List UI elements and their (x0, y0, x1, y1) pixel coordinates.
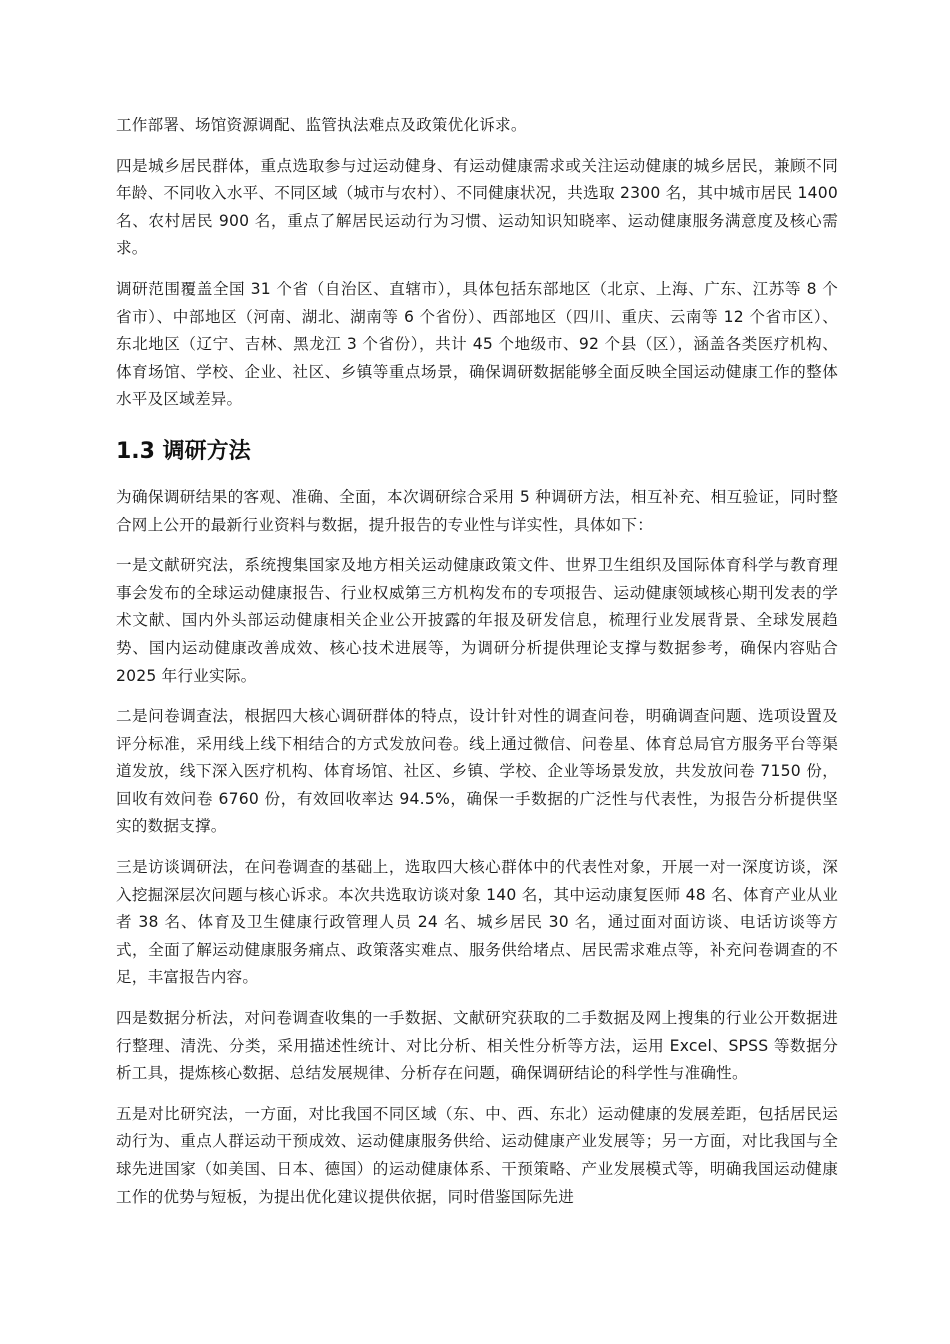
paragraph-questionnaire-method: 二是问卷调查法，根据四大核心调研群体的特点，设计针对性的调查问卷，明确调查问题、选项设置及评分标准，采用线上线下相结合的方式发放问卷。线上通过微信、问卷星、体育总局官方服务平台等渠道发放，线下深入医疗机构、体育场馆、社区、乡镇、学校、企业等场景发放，共发放问卷 7150 份，回收有效问卷 6760 份，有效回收率达 94.5%，确保一手数据的广泛性与代表性，为报告分析提供坚实的数据支撑。 (116, 707, 838, 836)
paragraph-data-analysis-method: 四是数据分析法，对问卷调查收集的一手数据、文献研究获取的二手数据及网上搜集的行业公开数据进行整理、清洗、分类，采用描述性统计、对比分析、相关性分析等方法，运用 Excel、SPSS 等数据分析工具，提炼核心数据、总结发展规律、分析存在问题，确保调研结论的科学性与准确性。 (116, 1009, 838, 1083)
document-page (116, 112, 838, 1224)
paragraph-literature-method: 一是文献研究法，系统搜集国家及地方相关运动健康政策文件、世界卫生组织及国际体育科学与教育理事会发布的全球运动健康报告、行业权威第三方机构发布的专项报告、运动健康领域核心期刊发表的学术文献、国内外头部运动健康相关企业公开披露的年报及研发信息，梳理行业发展背景、全球发展趋势、国内运动健康改善成效、核心技术进展等，为调研分析提供理论支撑与数据参考，确保内容贴合 2025 年行业实际。 (116, 556, 838, 685)
paragraph-survey-scope: 调研范围覆盖全国 31 个省（自治区、直辖市），具体包括东部地区（北京、上海、广东、江苏等 8 个省市）、中部地区（河南、湖北、湖南等 6 个省份）、西部地区（四川、重庆、云南等 12 个省市区）、东北地区（辽宁、吉林、黑龙江 3 个省份），共计 45 个地级市、92 个县（区），涵盖各类医疗机构、体育场馆、学校、企业、社区、乡镇等重点场景，确保调研数据能够全面反映全国运动健康工作的整体水平及区域差异。 (116, 279, 838, 409)
section-heading-research-methods: 1.3 调研方法 (116, 438, 251, 464)
paragraph-methods-intro: 为确保调研结果的客观、准确、全面，本次调研综合采用 5 种调研方法，相互补充、相互验证，同时整合网上公开的最新行业资料与数据，提升报告的专业性与详实性，具体如下： (116, 487, 838, 534)
paragraph-urban-rural-residents: 四是城乡居民群体，重点选取参与过运动健身、有运动健康需求或关注运动健康的城乡居民，兼顾不同年龄、不同收入水平、不同区域（城市与农村）、不同健康状况，共选取 2300 名，其中城市居民 1400 名、农村居民 900 名，重点了解居民运动行为习惯、运动知识知晓率、运动健康服务满意度及核心需求。 (116, 156, 838, 258)
paragraph-interview-method: 三是访谈调研法，在问卷调查的基础上，选取四大核心群体中的代表性对象，开展一对一深度访谈，深入挖掘深层次问题与核心诉求。本次共选取访谈对象 140 名，其中运动康复医师 48 名、体育产业从业者 38 名、体育及卫生健康行政管理人员 24 名、城乡居民 30 名，通过面对面访谈、电话访谈等方式，全面了解运动健康服务痛点、政策落实难点、服务供给堵点、居民需求难点等，补充问卷调查的不足，丰富报告内容。 (116, 858, 838, 987)
paragraph-comparative-method: 五是对比研究法，一方面，对比我国不同区域（东、中、西、东北）运动健康的发展差距，包括居民运动行为、重点人群运动干预成效、运动健康服务供给、运动健康产业发展等；另一方面，对比我国与全球先进国家（如美国、日本、德国）的运动健康体系、干预策略、产业发展模式等，明确我国运动健康工作的优势与短板，为提出优化建议提供依据，同时借鉴国际先进 (116, 1104, 838, 1206)
paragraph-work-deployment: 工作部署、场馆资源调配、监管执法难点及政策优化诉求。 (116, 116, 527, 134)
